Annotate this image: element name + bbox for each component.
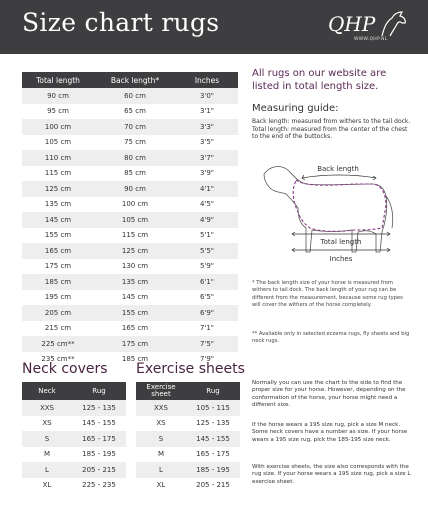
table-cell: XS: [136, 416, 186, 432]
table-row: [22, 336, 238, 352]
logo-url: WWW.QHP.NL: [354, 37, 388, 42]
table-header-row: [136, 382, 240, 400]
logo-text: QHP: [328, 12, 376, 36]
table-row: [22, 135, 238, 151]
table-cell: 205 - 215: [72, 462, 126, 478]
table-cell: 135 cm: [22, 197, 94, 213]
neck-covers-title: Neck covers: [22, 361, 108, 377]
table-cell: 225 cm**: [22, 336, 94, 352]
exercise-sizing-paragraph: With exercise sheets, the size also corresponds with the rug size. If your horse wears a 195 size rug, pick a size L exercise sheet.: [252, 464, 411, 485]
table-row: [22, 400, 126, 416]
horse-head-icon: [378, 10, 408, 38]
table-cell: 145 - 155: [186, 431, 240, 447]
headline: All rugs on our website are listed in total length size.: [252, 68, 387, 92]
table-cell: 4'1": [176, 181, 238, 197]
table-cell: 95 cm: [22, 104, 94, 120]
table-cell: XXS: [136, 400, 186, 416]
table-row: [22, 478, 126, 494]
inches-label: Inches: [329, 255, 353, 263]
table-cell: 165 - 175: [72, 431, 126, 447]
table-cell: L: [22, 462, 72, 478]
table-cell: 125 cm: [94, 243, 176, 259]
table-cell: 145 cm: [94, 290, 176, 306]
page-title: Size chart rugs: [22, 8, 220, 37]
table-row: [22, 462, 126, 478]
table-row: [22, 305, 238, 321]
neck-sizing-paragraph: If the horse wears a 195 size rug, pick a size M neck. Some neck covers have a number as size. If your horse wears a 195 size rug, pick the 185-195 size neck.: [252, 422, 408, 443]
table-cell: 6'9": [176, 305, 238, 321]
table-cell: 4'9": [176, 212, 238, 228]
table-cell: S: [136, 431, 186, 447]
table-cell: 125 - 135: [186, 416, 240, 432]
table-cell: 185 - 195: [186, 462, 240, 478]
back-length-note: * The back length size of your horse is measured from withers to tail dock. The back length of your rug can be different from the measurement, because some rug types will cover the withers of the horse completely.: [252, 280, 403, 309]
back-length-definition: Back length: measured from withers to the tail dock.: [252, 118, 411, 125]
neck-covers-table: [22, 382, 126, 493]
table-row: [136, 462, 240, 478]
table-cell: 115 cm: [22, 166, 94, 182]
table-row: [22, 104, 238, 120]
horse-rug-diagram: [254, 158, 414, 270]
measuring-guide-title: Measuring guide:: [252, 103, 339, 114]
table-row: [22, 88, 238, 104]
table-row: [22, 150, 238, 166]
page-header: [0, 0, 428, 54]
table-cell: 155 cm: [94, 305, 176, 321]
table-cell: 165 cm: [22, 243, 94, 259]
table-cell: XL: [136, 478, 186, 494]
table-cell: 175 cm: [94, 336, 176, 352]
table-cell: 6'5": [176, 290, 238, 306]
table-cell: 60 cm: [94, 88, 176, 104]
table-row: [22, 181, 238, 197]
table-cell: 115 cm: [94, 228, 176, 244]
table-cell: 105 cm: [94, 212, 176, 228]
sizing-paragraph: Normally you can use the chart to the side to find the proper size for your horse. However, depending on the conformation of the horse, your horse might need a different size.: [252, 380, 406, 409]
table-cell: XL: [22, 478, 72, 494]
column-header: Total length: [22, 72, 94, 88]
table-row: [22, 290, 238, 306]
table-row: [22, 274, 238, 290]
table-cell: 205 cm: [22, 305, 94, 321]
rug-size-table-body: [22, 88, 238, 367]
table-cell: 185 - 195: [72, 447, 126, 463]
table-row: [22, 228, 238, 244]
table-cell: M: [136, 447, 186, 463]
exercise-sheets-table-body: [136, 400, 240, 493]
measuring-guide-text: [252, 118, 412, 141]
table-cell: L: [136, 462, 186, 478]
table-cell: 5'9": [176, 259, 238, 275]
table-row: [22, 259, 238, 275]
table-cell: 225 - 235: [72, 478, 126, 494]
total-length-label: Total length: [320, 238, 362, 246]
column-header: Neck: [22, 382, 72, 400]
table-cell: 155 cm: [22, 228, 94, 244]
table-row: [22, 431, 126, 447]
availability-note: ** Available only in selected eczema rugs, fly sheets and big neck rugs.: [252, 331, 410, 345]
table-cell: 165 - 175: [186, 447, 240, 463]
table-row: [22, 321, 238, 337]
table-cell: 145 - 155: [72, 416, 126, 432]
table-row: [22, 197, 238, 213]
table-row: [136, 400, 240, 416]
table-cell: 235 cm**: [22, 352, 94, 368]
table-cell: 130 cm: [94, 259, 176, 275]
table-row: [22, 416, 126, 432]
back-length-arrow: [302, 175, 376, 178]
rug-outline: [293, 180, 386, 231]
table-cell: 3'9": [176, 166, 238, 182]
table-cell: 3'1": [176, 104, 238, 120]
table-cell: 80 cm: [94, 150, 176, 166]
table-cell: 5'5": [176, 243, 238, 259]
table-cell: XS: [22, 416, 72, 432]
table-cell: 65 cm: [94, 104, 176, 120]
table-cell: 100 cm: [94, 197, 176, 213]
exercise-sheets-title: Exercise sheets: [136, 361, 245, 377]
table-cell: 195 cm: [22, 290, 94, 306]
column-header: Inches: [176, 72, 238, 88]
total-length-definition: Total length: measured from the center of the chest to the end of the buttocks.: [252, 125, 408, 141]
table-cell: 75 cm: [94, 135, 176, 151]
table-row: [136, 431, 240, 447]
column-header: Rug: [186, 382, 240, 400]
table-row: [22, 447, 126, 463]
table-cell: 185 cm: [94, 352, 176, 368]
tail-line: [386, 196, 393, 228]
table-row: [22, 212, 238, 228]
table-cell: 175 cm: [22, 259, 94, 275]
table-cell: 185 cm: [22, 274, 94, 290]
table-cell: 165 cm: [94, 321, 176, 337]
table-cell: 110 cm: [22, 150, 94, 166]
table-cell: 85 cm: [94, 166, 176, 182]
table-row: [136, 478, 240, 494]
table-cell: 3'5": [176, 135, 238, 151]
table-cell: 135 cm: [94, 274, 176, 290]
table-row: [136, 416, 240, 432]
table-cell: 105 cm: [22, 135, 94, 151]
table-cell: XXS: [22, 400, 72, 416]
table-cell: 6'1": [176, 274, 238, 290]
table-cell: 7'5": [176, 336, 238, 352]
table-cell: 4'5": [176, 197, 238, 213]
column-header: Rug: [72, 382, 126, 400]
table-cell: 70 cm: [94, 119, 176, 135]
table-cell: 3'7": [176, 150, 238, 166]
table-cell: M: [22, 447, 72, 463]
table-cell: S: [22, 431, 72, 447]
table-cell: 105 - 115: [186, 400, 240, 416]
table-row: [22, 243, 238, 259]
table-cell: 100 cm: [22, 119, 94, 135]
back-length-label: Back length: [317, 165, 359, 173]
table-cell: 7'9": [176, 352, 238, 368]
neck-covers-table-body: [22, 400, 126, 493]
table-row: [136, 447, 240, 463]
table-header-row: [22, 72, 238, 88]
table-cell: 125 - 135: [72, 400, 126, 416]
table-cell: 5'1": [176, 228, 238, 244]
qhp-logo: [320, 10, 410, 46]
table-cell: 205 - 215: [186, 478, 240, 494]
table-cell: 215 cm: [22, 321, 94, 337]
table-cell: 3'3": [176, 119, 238, 135]
column-header: Back length*: [94, 72, 176, 88]
exercise-sheets-table: [136, 382, 240, 493]
table-cell: 125 cm: [22, 181, 94, 197]
table-row: [22, 166, 238, 182]
table-cell: 90 cm: [22, 88, 94, 104]
table-row: [22, 119, 238, 135]
table-cell: 90 cm: [94, 181, 176, 197]
table-cell: 7'1": [176, 321, 238, 337]
table-header-row: [22, 382, 126, 400]
rug-size-table: [22, 72, 238, 367]
table-cell: 145 cm: [22, 212, 94, 228]
column-header: Exercise sheet: [136, 382, 186, 400]
table-cell: 3'0": [176, 88, 238, 104]
